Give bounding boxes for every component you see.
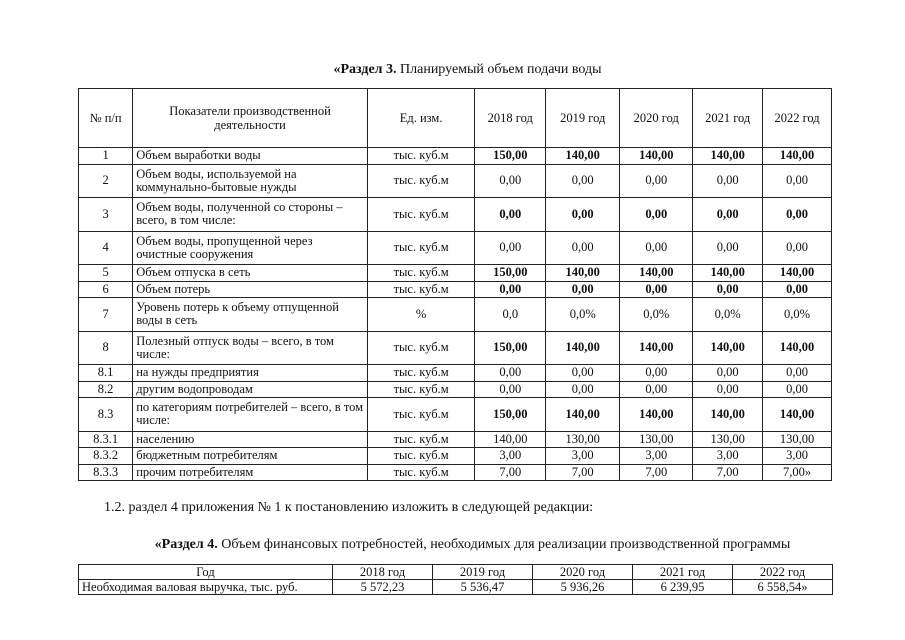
table-row (79, 431, 832, 448)
row-value-2018: 7,00 (475, 464, 546, 481)
row-value-2022: 7,00» (763, 464, 832, 481)
row-value-2022: 0,00 (763, 164, 832, 198)
row-value-2021: 0,00 (693, 198, 763, 232)
financial-value-2018: 5 572,23 (333, 580, 433, 595)
row-indicator-name: Объем выработки воды (133, 148, 368, 165)
row-unit: тыс. куб.м (367, 431, 474, 448)
financial-header-2021: 2021 год (633, 565, 733, 580)
table-row (79, 281, 832, 298)
row-number: 1 (79, 148, 133, 165)
row-value-2019: 0,00 (546, 164, 620, 198)
row-value-2019: 3,00 (546, 448, 620, 465)
row-unit: тыс. куб.м (367, 281, 474, 298)
row-indicator-name: бюджетным потребителям (133, 448, 368, 465)
row-value-2020: 130,00 (620, 431, 693, 448)
row-value-2019: 0,00 (546, 365, 620, 382)
row-value-2022: 0,0% (763, 298, 832, 332)
row-unit: тыс. куб.м (367, 398, 474, 432)
header-year-2018: 2018 год (475, 89, 546, 148)
row-indicator-name: на нужды предприятия (133, 365, 368, 382)
table-row (79, 398, 832, 432)
row-number: 6 (79, 281, 133, 298)
row-value-2021: 3,00 (693, 448, 763, 465)
row-value-2018: 0,00 (475, 381, 546, 398)
financial-header-row (79, 565, 833, 580)
row-value-2020: 0,00 (620, 198, 693, 232)
row-unit: тыс. куб.м (367, 231, 474, 265)
financial-header-year: Год (79, 565, 333, 580)
header-year-2020: 2020 год (620, 89, 693, 148)
row-value-2021: 0,00 (693, 164, 763, 198)
row-number: 5 (79, 265, 133, 282)
row-value-2020: 140,00 (620, 398, 693, 432)
row-unit: тыс. куб.м (367, 448, 474, 465)
row-value-2022: 0,00 (763, 231, 832, 265)
row-number: 8.3.1 (79, 431, 133, 448)
water-supply-table (78, 88, 832, 481)
row-value-2019: 7,00 (546, 464, 620, 481)
row-value-2020: 0,00 (620, 381, 693, 398)
row-unit: тыс. куб.м (367, 464, 474, 481)
row-value-2019: 0,00 (546, 381, 620, 398)
row-unit: тыс. куб.м (367, 198, 474, 232)
row-value-2018: 0,00 (475, 281, 546, 298)
header-indicator: Показатели производственной деятельности (133, 89, 368, 148)
financial-value-2022: 6 558,54» (733, 580, 833, 595)
row-value-2021: 140,00 (693, 148, 763, 165)
row-indicator-name: населению (133, 431, 368, 448)
row-value-2021: 130,00 (693, 431, 763, 448)
row-value-2021: 140,00 (693, 265, 763, 282)
row-indicator-name: другим водопроводам (133, 381, 368, 398)
row-indicator-name: по категориям потребителей – всего, в том числе: (133, 398, 368, 432)
row-number: 8.3.2 (79, 448, 133, 465)
row-value-2022: 0,00 (763, 198, 832, 232)
row-value-2019: 130,00 (546, 431, 620, 448)
row-number: 3 (79, 198, 133, 232)
row-value-2021: 0,00 (693, 281, 763, 298)
row-number: 8.3 (79, 398, 133, 432)
row-value-2022: 140,00 (763, 265, 832, 282)
financial-value-2020: 5 936,26 (533, 580, 633, 595)
table-row (79, 298, 832, 332)
row-indicator-name: прочим потребителям (133, 464, 368, 481)
table-row (79, 464, 832, 481)
row-value-2018: 150,00 (475, 265, 546, 282)
row-value-2020: 0,00 (620, 231, 693, 265)
financial-header-2022: 2022 год (733, 565, 833, 580)
row-value-2022: 0,00 (763, 381, 832, 398)
row-value-2019: 140,00 (546, 331, 620, 365)
row-number: 8.1 (79, 365, 133, 382)
row-value-2021: 7,00 (693, 464, 763, 481)
financial-header-2018: 2018 год (333, 565, 433, 580)
section-3-title-text: Планируемый объем подачи воды (396, 62, 602, 77)
row-value-2019: 0,00 (546, 231, 620, 265)
row-value-2019: 0,0% (546, 298, 620, 332)
water-supply-table-body (79, 148, 832, 481)
row-value-2021: 140,00 (693, 331, 763, 365)
row-value-2022: 0,00 (763, 365, 832, 382)
financial-data-row (79, 580, 833, 595)
row-number: 8 (79, 331, 133, 365)
row-value-2020: 140,00 (620, 265, 693, 282)
row-indicator-name: Объем воды, пропущенной через очистные сооружения (133, 231, 368, 265)
header-num: № п/п (79, 89, 133, 148)
financial-needs-table (78, 564, 833, 595)
row-value-2020: 140,00 (620, 331, 693, 365)
section-4-title-text: Объем финансовых потребностей, необходимых для реализации производственной программы (217, 537, 791, 552)
row-value-2021: 0,00 (693, 231, 763, 265)
section-3-title-bold: «Раздел 3. (333, 62, 397, 77)
row-value-2018: 3,00 (475, 448, 546, 465)
financial-value-2021: 6 239,95 (633, 580, 733, 595)
row-value-2018: 0,00 (475, 365, 546, 382)
row-number: 8.3.3 (79, 464, 133, 481)
row-value-2020: 7,00 (620, 464, 693, 481)
financial-header-2019: 2019 год (433, 565, 533, 580)
row-value-2021: 0,00 (693, 365, 763, 382)
row-value-2020: 0,0% (620, 298, 693, 332)
row-unit: тыс. куб.м (367, 331, 474, 365)
header-year-2019: 2019 год (546, 89, 620, 148)
table-row (79, 381, 832, 398)
section-3-title (15, 62, 905, 78)
row-value-2019: 140,00 (546, 265, 620, 282)
row-value-2020: 3,00 (620, 448, 693, 465)
row-value-2018: 0,00 (475, 231, 546, 265)
row-value-2019: 140,00 (546, 398, 620, 432)
row-unit: тыс. куб.м (367, 148, 474, 165)
row-number: 2 (79, 164, 133, 198)
row-indicator-name: Объем потерь (133, 281, 368, 298)
row-unit: % (367, 298, 474, 332)
row-unit: тыс. куб.м (367, 265, 474, 282)
row-unit: тыс. куб.м (367, 164, 474, 198)
row-number: 7 (79, 298, 133, 332)
row-value-2018: 140,00 (475, 431, 546, 448)
row-value-2019: 140,00 (546, 148, 620, 165)
row-value-2020: 0,00 (620, 164, 693, 198)
financial-header-2020: 2020 год (533, 565, 633, 580)
row-number: 4 (79, 231, 133, 265)
row-value-2018: 0,00 (475, 198, 546, 232)
table-row (79, 198, 832, 232)
header-unit: Ед. изм. (367, 89, 474, 148)
table-row (79, 448, 832, 465)
row-value-2020: 140,00 (620, 148, 693, 165)
row-indicator-name: Уровень потерь к объему отпущенной воды в сеть (133, 298, 368, 332)
table-row (79, 231, 832, 265)
row-value-2018: 150,00 (475, 398, 546, 432)
table-row (79, 265, 832, 282)
row-indicator-name: Объем воды, используемой на коммунально-бытовые нужды (133, 164, 368, 198)
row-value-2022: 140,00 (763, 398, 832, 432)
row-value-2021: 140,00 (693, 398, 763, 432)
header-year-2021: 2021 год (693, 89, 763, 148)
row-value-2020: 0,00 (620, 365, 693, 382)
row-value-2021: 0,00 (693, 381, 763, 398)
row-unit: тыс. куб.м (367, 381, 474, 398)
row-value-2018: 150,00 (475, 148, 546, 165)
row-indicator-name: Полезный отпуск воды – всего, в том числе: (133, 331, 368, 365)
row-value-2022: 140,00 (763, 331, 832, 365)
table-row (79, 164, 832, 198)
financial-value-2019: 5 536,47 (433, 580, 533, 595)
row-value-2018: 150,00 (475, 331, 546, 365)
financial-row-label: Необходимая валовая выручка, тыс. руб. (79, 580, 333, 595)
row-value-2022: 3,00 (763, 448, 832, 465)
row-value-2020: 0,00 (620, 281, 693, 298)
table-header-row (79, 89, 832, 148)
row-value-2021: 0,0% (693, 298, 763, 332)
table-row (79, 331, 832, 365)
table-row (79, 365, 832, 382)
row-value-2022: 130,00 (763, 431, 832, 448)
row-value-2019: 0,00 (546, 281, 620, 298)
row-value-2018: 0,0 (475, 298, 546, 332)
row-value-2018: 0,00 (475, 164, 546, 198)
table-row (79, 148, 832, 165)
row-value-2019: 0,00 (546, 198, 620, 232)
row-value-2022: 140,00 (763, 148, 832, 165)
row-value-2022: 0,00 (763, 281, 832, 298)
header-year-2022: 2022 год (763, 89, 832, 148)
row-number: 8.2 (79, 381, 133, 398)
row-indicator-name: Объем отпуска в сеть (133, 265, 368, 282)
row-indicator-name: Объем воды, полученной со стороны – всего, в том числе: (133, 198, 368, 232)
amendment-paragraph: 1.2. раздел 4 приложения № 1 к постановлению изложить в следующей редакции: (104, 500, 594, 515)
row-unit: тыс. куб.м (367, 365, 474, 382)
section-4-title-bold: «Раздел 4. (154, 537, 218, 552)
section-4-title (20, 537, 905, 553)
